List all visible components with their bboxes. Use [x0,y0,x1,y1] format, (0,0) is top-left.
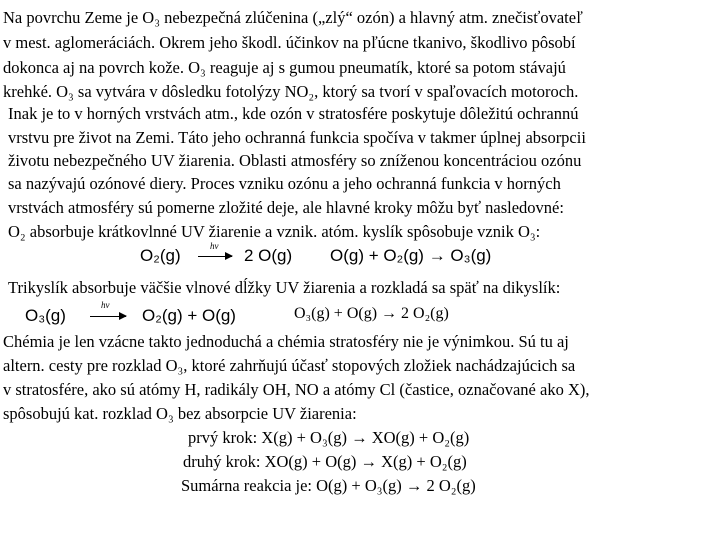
text-line: Na povrchu Zeme je O₃ nebezpečná zlúčenina („zlý“ ozón) a hlavný atm. znečisťovateľ [3,8,583,27]
light-label: hν [210,241,219,251]
reaction-arrow-icon [90,316,126,317]
text-line: spôsobujú kat. rozklad O₃ bez absorpcie UV žiarenia: [3,404,357,423]
light-label: hν [101,300,110,310]
reaction-arrow-icon [198,256,232,257]
text-line: O₂ absorbuje krátkovlnné UV žiarenie a vznik. atóm. kyslík spôsobuje vznik O₃: [8,222,541,241]
text-line: Trikyslík absorbuje väčšie vlnové dĺžky UV žiarenia a rozkladá sa späť na dikyslík: [8,278,561,297]
catalytic-sum: Sumárna reakcia je: O(g) + O₃(g) → 2 O₂(g) [181,476,476,495]
catalytic-step-1: prvý krok: X(g) + O₃(g) → XO(g) + O₂(g) [188,428,470,447]
text-line: krehké. O₃ sa vytvára v dôsledku fotolýzy NO₂, ktorý sa tvorí v spaľovacích motoroch. [3,82,579,101]
catalytic-step-2: druhý krok: XO(g) + O(g) → X(g) + O₂(g) [183,452,467,471]
eq-ozone-destruction: O₃(g) + O(g) → 2 O₂(g) [294,305,449,322]
text-line: dokonca aj na povrch kože. O₃ reaguje aj s gumou pneumatík, ktoré sa potom stávajú [3,58,566,77]
text-line: v mest. aglomeráciách. Okrem jeho škodl. účinkov na pľúcne tkanivo, škodlivo pôsobí [3,33,576,52]
text-line: Chémia je len vzácne takto jednoduchá a chémia stratosféry nie je výnimkou. Sú tu aj [3,332,569,351]
eq-photolysis-o2-right: 2 O(g) [244,246,293,265]
text-line: sa nazývajú ozónové diery. Proces vzniku ozónu a jeho ochranná funkcia v horných [8,174,561,193]
eq-photolysis-o2-left: O₂(g) [140,246,181,265]
eq-photolysis-o3-left: O₃(g) [25,306,66,325]
text-line: altern. cesty pre rozklad O₃, ktoré zahrňujú účasť stopových zložiek nachádzajúcich sa [3,356,576,375]
eq-ozone-formation: O(g) + O₂(g) → O₃(g) [330,246,492,265]
text-line: životu nebezpečného UV žiarenia. Oblasti atmosféry so zníženou koncentráciou ozónu [8,151,582,170]
text-line: Inak je to v horných vrstvách atm., kde ozón v stratosfére poskytuje dôležitú ochrannú [8,104,579,123]
text-line: vrstvu pre život na Zemi. Táto jeho ochranná funkcia spočíva v takmer úplnej absorpcii [8,128,586,147]
text-line: v stratosfére, ako sú atómy H, radikály OH, NO a atómy Cl (častice, označované ako X), [3,380,590,399]
text-line: vrstvách atmosféry sú pomerne zložité deje, ale hlavné kroky môžu byť nasledovné: [8,198,564,217]
eq-photolysis-o3-right: O₂(g) + O(g) [142,306,236,325]
